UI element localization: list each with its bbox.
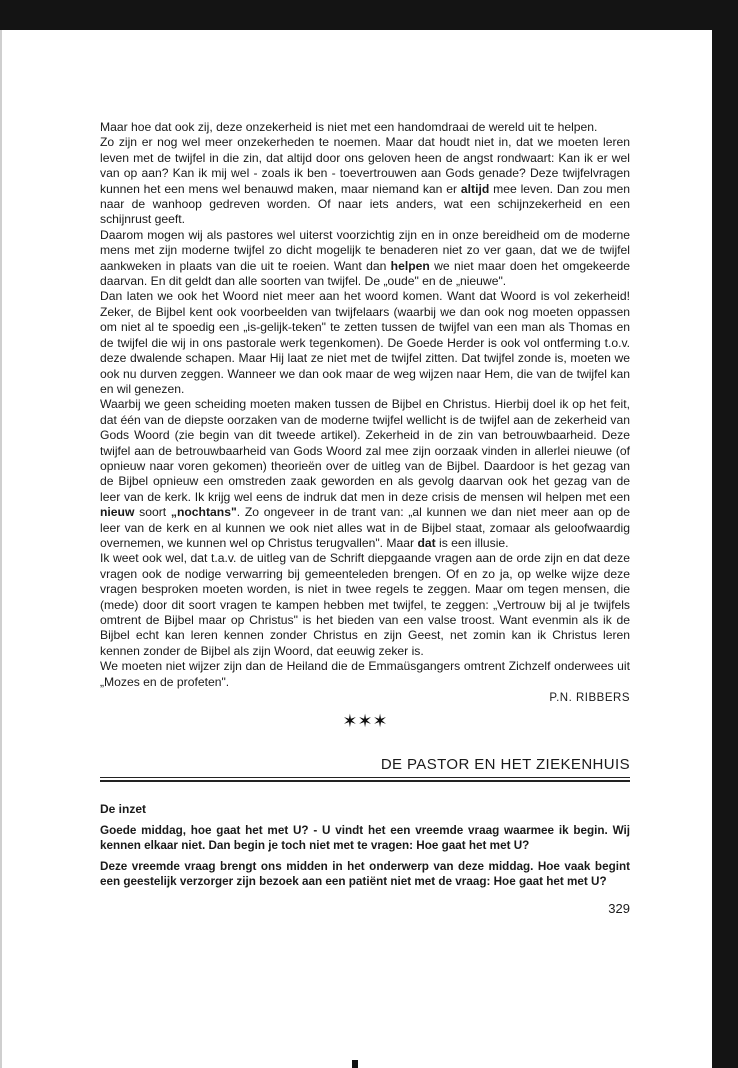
article-paragraph [100, 228, 630, 290]
text-run: Zo zijn er nog wel meer onzekerheden te noemen. Maar dat houdt niet in, dat we moeten leren leven met de twijfel in die zin, dat altijd door ons geloven heen de angst rondwaart: Kan ik er wel van op aan? Kan ik mij wel - zoals ik ben - toevertrouwen aan Gods genade? Deze twijfelvragen kunnen het een mens wel benauwd maken, maar niemand kan er [100, 135, 630, 196]
scan-mark [352, 1060, 358, 1068]
page-content [100, 120, 630, 916]
text-run: is een illusie. [435, 535, 509, 550]
text-run: We moeten niet wijzer zijn dan de Heiland die de Emmaüsgangers omtrent Zichzelf onderwees uit „Mozes en de profeten". [100, 659, 630, 689]
scan-border-top [0, 0, 738, 30]
article-paragraph [100, 659, 630, 690]
emphasis-text: dat [417, 535, 436, 550]
text-run: Maar hoe dat ook zij, deze onzekerheid is niet met een handomdraai de wereld uit te helpen. [100, 120, 598, 134]
article-paragraph [100, 397, 630, 551]
subheading: De inzet [100, 801, 147, 816]
page-left-edge [0, 30, 2, 1068]
text-run: . Zo ongeveer in de trant van: „al kunnen we dan niet meer aan op de leer van de kerk en al kunnen we ook niet alles wat in de Bijbel staat, zomaar als geloofwaardig overnemen, we kunnen wel op Christus terugvallen". Maar [100, 505, 630, 550]
text-run: Dan laten we ook het Woord niet meer aan het woord komen. Want dat Woord is vol zekerheid! Zeker, de Bijbel kent ook voorbeelden van twijfelaars (waarbij we dan ook nog moeten oppassen om niet al te spoedig een „is-gelijk-teken" te zetten tussen de twijfel van een man als Thomas en de twijfel die wij in ons pastorale werk tegenkomen). De Goede Herder is ook vol ontferming t.o.v. deze dwalende schapen. Maar Hij laat ze niet met de twijfel zitten. Dat twijfel zonde is, moeten we ook nu durven zeggen. Wanneer we dan ook maar de weg wijzen naar Hem, die van de twijfel kan en wil genezen. [100, 289, 630, 396]
emphasis-text: „nochtans" [170, 505, 237, 520]
text-run: mee leven. Dan zou men naar de wanhoop gedreven worden. Of naar iets anders, wat een schijnzekerheid en een schijnrust geeft. [100, 181, 630, 227]
article-paragraph [100, 551, 630, 659]
page-number: 329 [608, 900, 630, 916]
scan-border-right [712, 0, 738, 1068]
emphasis-text: altijd [460, 181, 490, 196]
article-paragraph [100, 120, 630, 135]
article-paragraph [100, 289, 630, 397]
text-run: soort [134, 505, 171, 520]
article-paragraph [100, 135, 630, 227]
section-title: DE PASTOR EN HET ZIEKENHUIS [100, 756, 630, 778]
author-signature: P.N. RIBBERS [549, 692, 630, 705]
section-rule [100, 780, 630, 782]
text-run: we niet maar doen het omgekeerde daarvan. En dit geldt dan alle soorten van twijfel. De „oude" en de „nieuwe". [100, 258, 630, 289]
text-run: Ik weet ook wel, dat t.a.v. de uitleg van de Schrift diepgaande vragen aan de orde zijn en dat deze vragen ook de nodige verwarring bij gemeenteleden brengen. Of en zo ja, op welke wijze deze vragen besproken moeten worden, is niet in twee regels te zeggen. Maar om tegen mensen, die (mede) door dit soort vragen te kampen hebben met twijfel, te zeggen: „Vertrouw bij al je twijfels omtrent de Bijbel maar op Christus" is het bieden van een valse troost. Want evenmin als ik de Bijbel echt kan leren kennen zonder Christus en zijn Geest, net zomin kan ik Christus leren kennen zonder de Bijbel als zijn Woord, dat eeuwig zeker is. [100, 551, 630, 658]
intro-paragraph-2: Deze vreemde vraag brengt ons midden in het onderwerp van deze middag. Hoe vaak begint een geestelijk verzorger zijn bezoek aan een patiënt niet met de vraag: Hoe gaat het met U? [100, 860, 630, 889]
asterism-separator: ✶✶✶ [342, 711, 388, 732]
text-run: Daarom mogen wij als pastores wel uiterst voorzichtig zijn en in onze bereidheid om de moderne mens met zijn moderne twijfel zo dicht mogelijk te benaderen niet zo ver gaan, dat we de twijfel aankweken in plaats van die uit te roeien. Want dan [100, 227, 630, 273]
intro-paragraph-1: Goede middag, hoe gaat het met U? - U vindt het een vreemde vraag waarmee ik begin. Wij kennen elkaar niet. Dan begin je toch niet met te vragen: Hoe gaat het met U? [100, 823, 630, 853]
emphasis-text: nieuw [100, 505, 135, 520]
text-run: Waarbij we geen scheiding moeten maken tussen de Bijbel en Christus. Hierbij doel ik op het feit, dat één van de diepste oorzaken van de moderne twijfel wellicht is de twijfel aan de zekerheid van Gods Woord (zie begin van dit tweede artikel). Zekerheid in de zin van betrouwbaarheid. Deze twijfel aan de betrouwbaarheid van Gods Woord zal mee zijn oorzaak vinden in allerlei nieuwe (of opnieuw naar voren gekomen) theorieën over de uitleg van de Bijbel. Daardoor is het gezag van de Bijbel opnieuw een omstreden zaak geworden en als gevolg daarvan ook het gezag van de leer van de kerk. Ik krijg wel eens de indruk dat men in deze crisis de mensen wil helpen met een [100, 397, 630, 504]
article-body [100, 120, 630, 690]
emphasis-text: helpen [390, 258, 430, 273]
